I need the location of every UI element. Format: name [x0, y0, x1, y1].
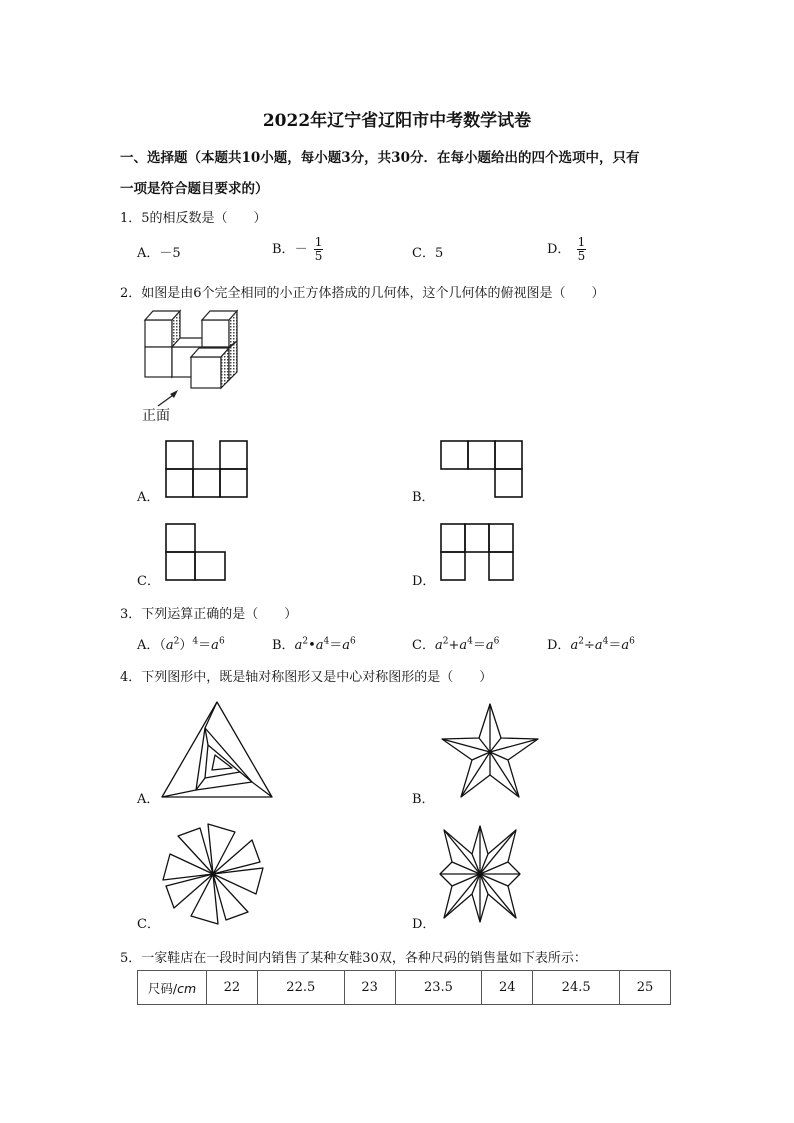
- fraction-numerator: 1: [577, 235, 586, 249]
- table-cell: 25: [620, 971, 671, 1005]
- q1-option-c-text: 5: [434, 246, 444, 261]
- table-cell: 22.5: [257, 971, 344, 1005]
- q3-option-b: [272, 634, 356, 653]
- equals-sign: ＝: [329, 638, 343, 653]
- q4-option-c-figure: [160, 822, 266, 926]
- cube-figure: [140, 308, 250, 408]
- size-header-label: 尺码/: [147, 980, 178, 996]
- variable-a: a: [342, 638, 351, 653]
- q2-option-c-label: C．: [137, 574, 160, 589]
- q3-option-d: [547, 634, 635, 653]
- variable-a: a: [485, 638, 494, 653]
- equals-sign: ＝: [608, 638, 622, 653]
- q3-option-c: [412, 634, 499, 653]
- exponent: 6: [350, 636, 356, 647]
- q1-option-a-letter: A．: [137, 246, 160, 261]
- exponent: 4: [602, 636, 609, 647]
- q2-option-b-label: B．: [412, 490, 435, 505]
- table-cell: 24: [482, 971, 533, 1005]
- front-label: 正面: [142, 408, 170, 424]
- fraction-numerator: 1: [314, 235, 323, 249]
- q1-option-d-letter: D．: [547, 242, 571, 257]
- variable-a: a: [570, 638, 579, 653]
- q3-option-b-letter: B．: [272, 638, 295, 653]
- exponent: 6: [218, 636, 225, 647]
- q5-stem: 5．一家鞋店在一段时间内销售了某种女鞋30双，各种尺码的销售量如下表所示：: [120, 951, 587, 966]
- q1-option-a-text: －5: [159, 246, 181, 261]
- q2-option-a-figure: [165, 440, 249, 498]
- equals-sign: ＝: [472, 638, 486, 653]
- exponent: 6: [629, 636, 635, 647]
- fraction-denominator: 5: [577, 249, 586, 263]
- q4-option-d-label: D．: [412, 917, 436, 932]
- q2-option-b-figure: [440, 440, 524, 498]
- table-header-cell: [138, 971, 207, 1005]
- variable-a: a: [165, 638, 174, 653]
- q1-option-d-fraction: [577, 236, 587, 263]
- q1-option-a: [137, 242, 181, 261]
- variable-a: a: [621, 638, 630, 653]
- q1-stem: 1．5的相反数是（ ）: [120, 211, 267, 226]
- q1-option-b-sign: －: [294, 242, 308, 257]
- plus-sign: +: [448, 638, 460, 653]
- exponent: 2: [578, 636, 584, 647]
- table-cell: 22: [207, 971, 258, 1005]
- divide-sign: ÷: [583, 638, 595, 653]
- q4-option-a-label: A．: [137, 792, 160, 807]
- page-title: 2022年辽宁省辽阳市中考数学试卷: [262, 111, 532, 131]
- q1-option-b: [272, 236, 323, 263]
- q3-option-c-letter: C．: [412, 638, 435, 653]
- exponent: 6: [493, 636, 500, 647]
- paren-open: （: [159, 638, 166, 653]
- table-cell: 23: [344, 971, 395, 1005]
- q1-option-b-letter: B．: [272, 242, 295, 257]
- equals-sign: ＝: [198, 638, 212, 653]
- q4-option-b-figure: [440, 702, 540, 800]
- table-cell: 24.5: [533, 971, 620, 1005]
- paren-close: ）: [179, 638, 193, 653]
- section-heading-line1: 一、选择题（本题共10小题，每小题3分，共30分．在每小题给出的四个选项中，只有: [120, 150, 640, 166]
- table-cell: 23.5: [395, 971, 482, 1005]
- variable-a: a: [211, 638, 219, 653]
- q4-option-d-figure: [438, 824, 522, 924]
- variable-a: a: [594, 638, 603, 653]
- q4-option-b-label: B．: [412, 792, 435, 807]
- dot-operator: •: [308, 638, 316, 653]
- q3-option-a: [137, 634, 225, 653]
- exponent: 4: [467, 636, 473, 647]
- q4-stem: 4．下列图形中，既是轴对称图形又是中心对称图形的是（ ）: [120, 670, 493, 685]
- q2-option-d-label: D．: [412, 574, 436, 589]
- fraction-denominator: 5: [314, 249, 323, 263]
- q1-option-d: [547, 236, 586, 263]
- q2-option-d-figure: [440, 523, 516, 581]
- q2-stem: 2．如图是由6个完全相同的小正方体搭成的几何体，这个几何体的俯视图是（ ）: [120, 286, 605, 301]
- exponent: 2: [302, 636, 309, 647]
- exponent: 2: [173, 636, 180, 647]
- q1-option-c: [412, 242, 443, 261]
- exponent: 2: [442, 636, 449, 647]
- q2-option-a-label: A．: [137, 490, 160, 505]
- q1-option-c-letter: C．: [412, 246, 435, 261]
- exponent: 4: [192, 636, 199, 647]
- section-heading-line2: 一项是符合题目要求的）: [120, 181, 269, 197]
- table-row: [138, 971, 671, 1005]
- q4-option-c-label: C．: [137, 917, 160, 932]
- variable-a: a: [459, 638, 468, 653]
- variable-a: a: [434, 638, 443, 653]
- q1-option-b-fraction: [314, 236, 324, 263]
- size-header-unit: cm: [177, 980, 197, 996]
- q3-stem: 3．下列运算正确的是（ ）: [120, 607, 298, 622]
- q2-option-c-figure: [165, 523, 229, 581]
- size-table: [137, 970, 671, 1005]
- q4-option-a-figure: [160, 700, 274, 800]
- q3-option-a-letter: A．: [137, 638, 160, 653]
- variable-a: a: [315, 638, 324, 653]
- exponent: 4: [323, 636, 330, 647]
- variable-a: a: [294, 638, 303, 653]
- q3-option-d-letter: D．: [547, 638, 571, 653]
